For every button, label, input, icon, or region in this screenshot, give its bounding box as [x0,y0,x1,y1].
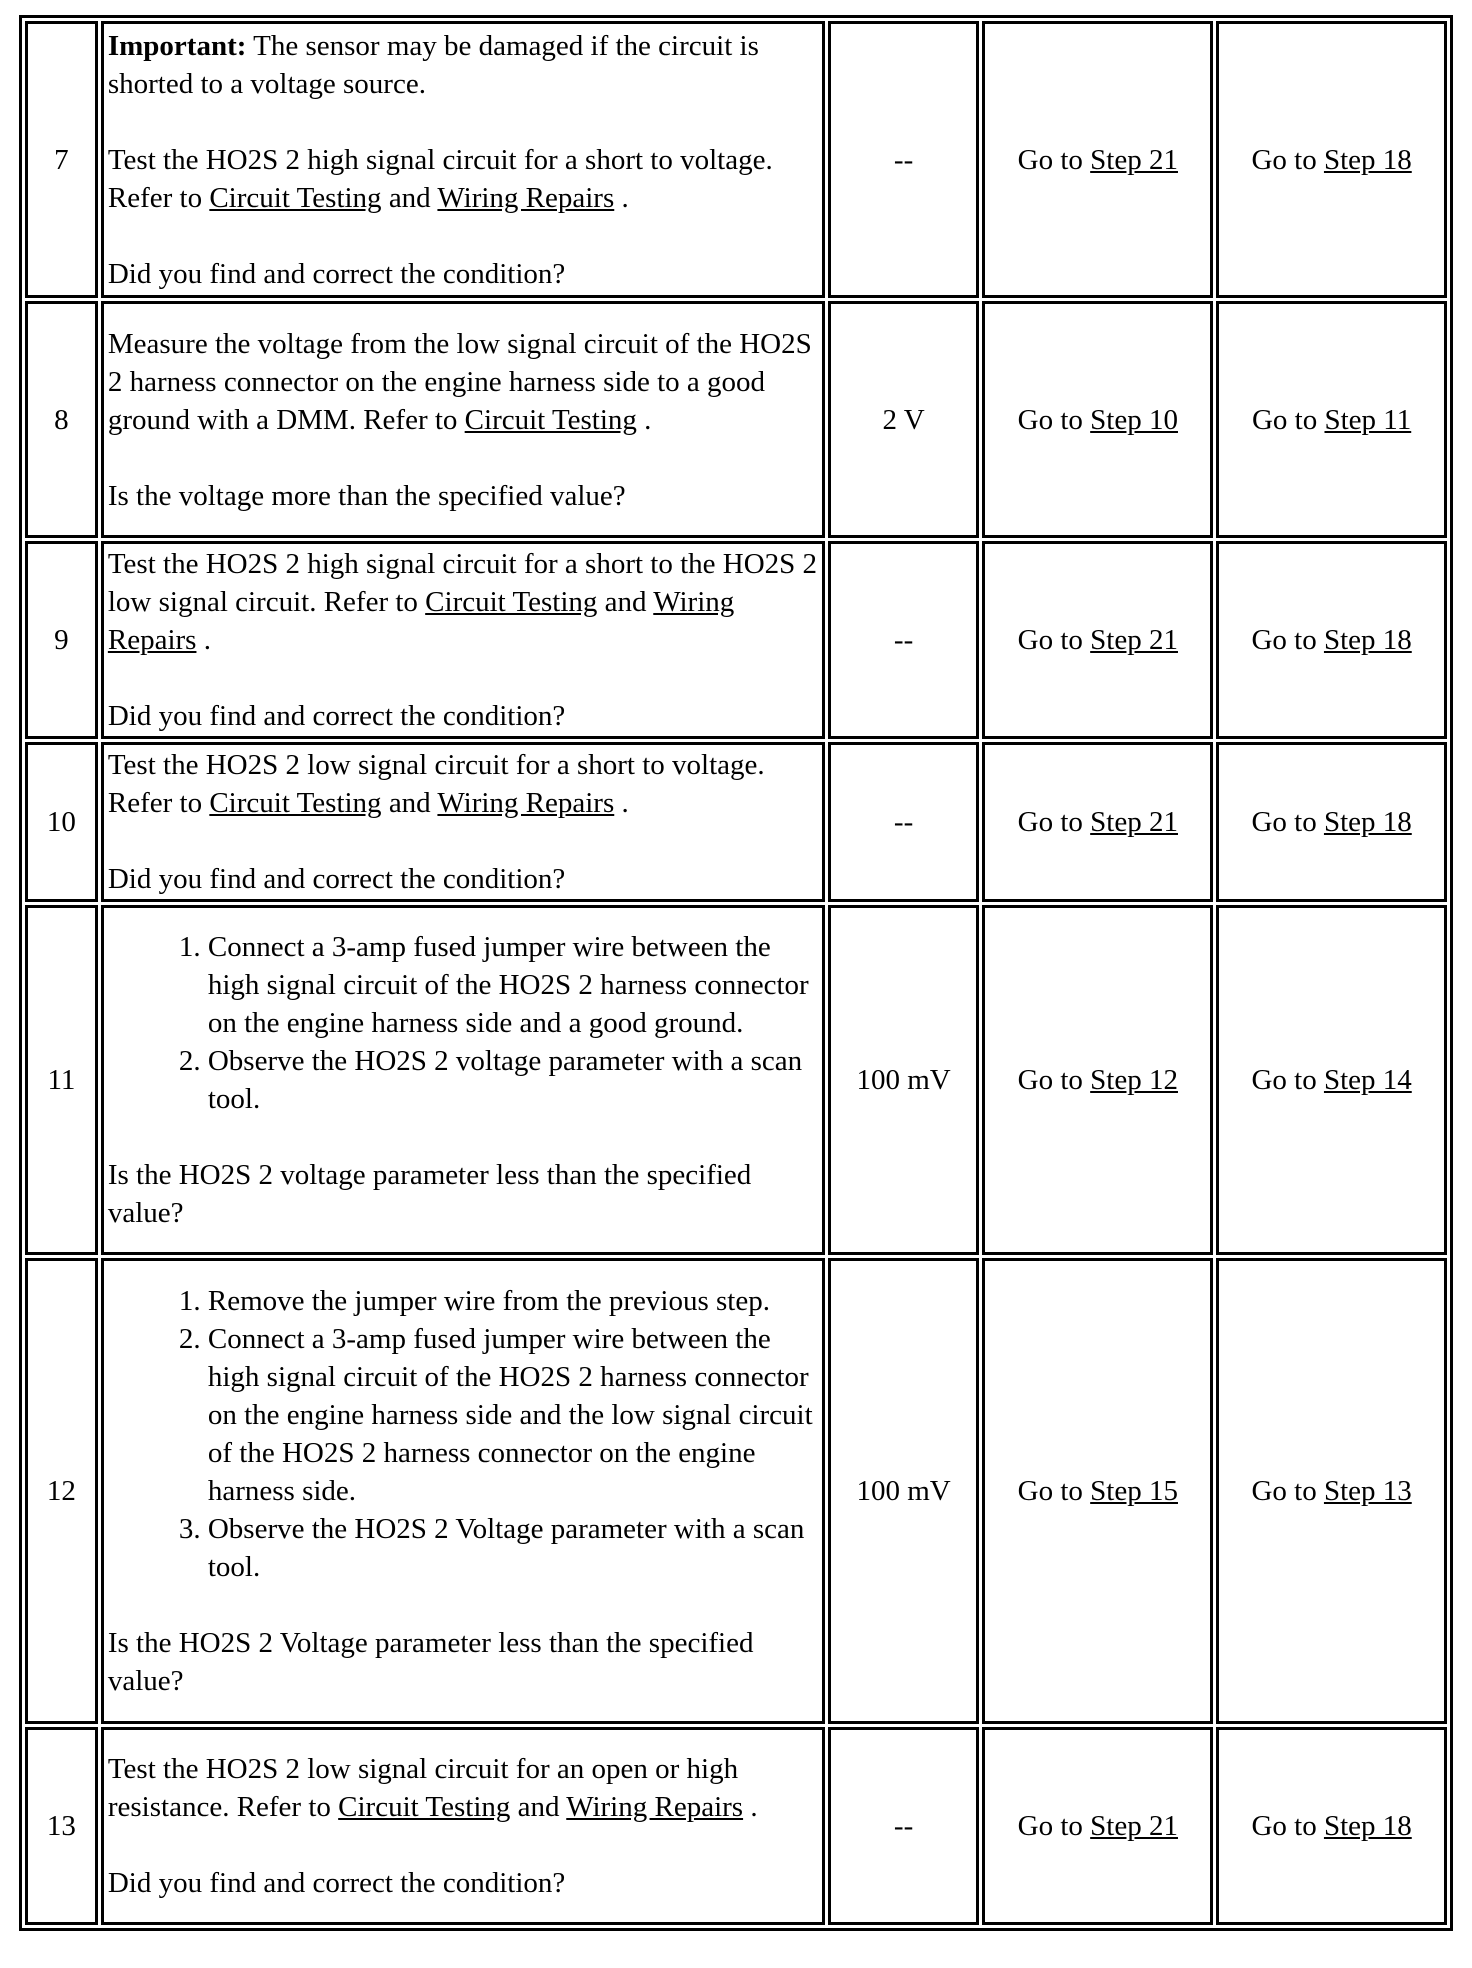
diagnostic-table-page [19,15,1453,1931]
table-row [25,541,1447,739]
yes-cell: Go to Step 12 [982,905,1213,1255]
circuit-testing-link[interactable]: Circuit Testing [338,1791,511,1823]
question-text: Is the HO2S 2 Voltage parameter less than the specified value? [107,1627,754,1697]
step-number: 11 [25,905,98,1255]
step-number: 12 [25,1258,98,1724]
spec-value: 2 V [828,301,980,538]
table-row [25,1727,1447,1925]
yes-step-link[interactable]: Step 12 [1090,1064,1178,1096]
question-text: Is the voltage more than the specified value? [107,479,626,512]
yes-cell: Go to Step 10 [982,301,1213,538]
list-item: 2. Observe the HO2S 2 voltage parameter with a scan tool. [208,1042,818,1118]
question-text: Did you find and correct the condition? [107,257,566,290]
important-note [108,27,818,103]
circuit-testing-link[interactable]: Circuit Testing [425,586,598,618]
wiring-repairs-link[interactable]: Wiring Repairs [107,586,735,656]
no-step-link[interactable]: Step 18 [1323,143,1412,176]
step-list [108,928,818,1118]
table-row [25,301,1447,538]
yes-cell: Go to Step 15 [982,1258,1213,1724]
step-number: 9 [25,541,98,739]
yes-step-link[interactable]: Step 21 [1090,624,1178,656]
list-item: 1. Remove the jumper wire from the previous step. [208,1282,818,1320]
no-step-link[interactable]: Step 18 [1323,1810,1412,1842]
list-item: 3. Observe the HO2S 2 Voltage parameter with a scan tool. [208,1510,818,1586]
important-text: The sensor may be damaged if the circuit is shorted to a voltage source. [107,29,759,100]
table-row [25,905,1447,1255]
spec-value: -- [828,21,980,298]
question-text: Is the HO2S 2 voltage parameter less than the specified value? [107,1159,752,1229]
wiring-repairs-link[interactable]: Wiring Repairs [437,787,615,819]
action-cell [101,905,825,1255]
no-cell: Go to Step 11 [1216,301,1447,538]
spec-value: -- [828,1727,980,1925]
yes-cell: Go to Step 21 [982,21,1213,298]
action-cell [101,742,825,902]
no-step-link[interactable]: Step 18 [1323,806,1412,838]
yes-step-link[interactable]: Step 15 [1090,1475,1178,1507]
circuit-testing-link[interactable]: Circuit Testing [209,787,382,819]
instruction-text: Test the HO2S 2 high signal circuit for a short to voltage. Refer to Circuit Testing and Wiring Repairs . [107,143,773,214]
circuit-testing-link[interactable]: Circuit Testing [209,181,382,214]
list-item: 2. Connect a 3-amp fused jumper wire between the high signal circuit of the HO2S 2 harness connector on the engine harness side and the low signal circuit of the HO2S 2 harness connector on the engine harness side. [208,1320,818,1510]
table-row [25,1258,1447,1724]
instruction-text: Test the HO2S 2 low signal circuit for an open or high resistance. Refer to Circuit Testing and Wiring Repairs . [107,1753,758,1823]
action-cell [101,541,825,739]
spec-value: 100 mV [828,1258,980,1724]
question-text: Did you find and correct the condition? [107,700,566,732]
yes-cell: Go to Step 21 [982,541,1213,739]
spec-value: -- [828,742,980,902]
list-item: 1. Connect a 3-amp fused jumper wire between the high signal circuit of the HO2S 2 harness connector on the engine harness side and a good ground. [208,928,818,1042]
table-row [25,742,1447,902]
question-text: Did you find and correct the condition? [107,863,566,895]
instruction-text: Measure the voltage from the low signal circuit of the HO2S 2 harness connector on the engine harness side to a good ground with a DMM. Refer to Circuit Testing . [107,327,812,436]
no-step-link[interactable]: Step 11 [1324,403,1412,436]
no-cell: Go to Step 14 [1216,905,1447,1255]
question-text: Did you find and correct the condition? [107,1867,566,1899]
diagnostic-steps-table [19,15,1453,1931]
no-cell: Go to Step 18 [1216,742,1447,902]
yes-cell: Go to Step 21 [982,1727,1213,1925]
no-cell: Go to Step 18 [1216,1727,1447,1925]
step-number: 7 [25,21,98,298]
no-step-link[interactable]: Step 14 [1323,1064,1412,1096]
no-cell: Go to Step 18 [1216,21,1447,298]
action-cell [101,1258,825,1724]
important-label: Important: [107,29,247,62]
step-number: 8 [25,301,98,538]
spec-value: 100 mV [828,905,980,1255]
no-cell: Go to Step 13 [1216,1258,1447,1724]
action-cell [101,1727,825,1925]
step-number: 10 [25,742,98,902]
step-number: 13 [25,1727,98,1925]
yes-cell: Go to Step 21 [982,742,1213,902]
yes-step-link[interactable]: Step 21 [1090,806,1178,838]
instruction-text: Test the HO2S 2 low signal circuit for a short to voltage. Refer to Circuit Testing and Wiring Repairs . [107,749,765,819]
no-step-link[interactable]: Step 18 [1323,624,1412,656]
wiring-repairs-link[interactable]: Wiring Repairs [566,1791,744,1823]
yes-step-link[interactable]: Step 21 [1090,143,1178,176]
table-row [25,21,1447,298]
yes-step-link[interactable]: Step 10 [1090,403,1178,436]
spec-value: -- [828,541,980,739]
no-step-link[interactable]: Step 13 [1323,1475,1412,1507]
no-cell: Go to Step 18 [1216,541,1447,739]
action-cell [101,301,825,538]
wiring-repairs-link[interactable]: Wiring Repairs [437,181,615,214]
yes-step-link[interactable]: Step 21 [1090,1810,1178,1842]
circuit-testing-link[interactable]: Circuit Testing [464,403,637,436]
step-list [108,1282,818,1586]
instruction-text: Test the HO2S 2 high signal circuit for a short to the HO2S 2 low signal circuit. Refer to Circuit Testing and Wiring Repairs . [107,548,818,656]
action-cell [101,21,825,298]
